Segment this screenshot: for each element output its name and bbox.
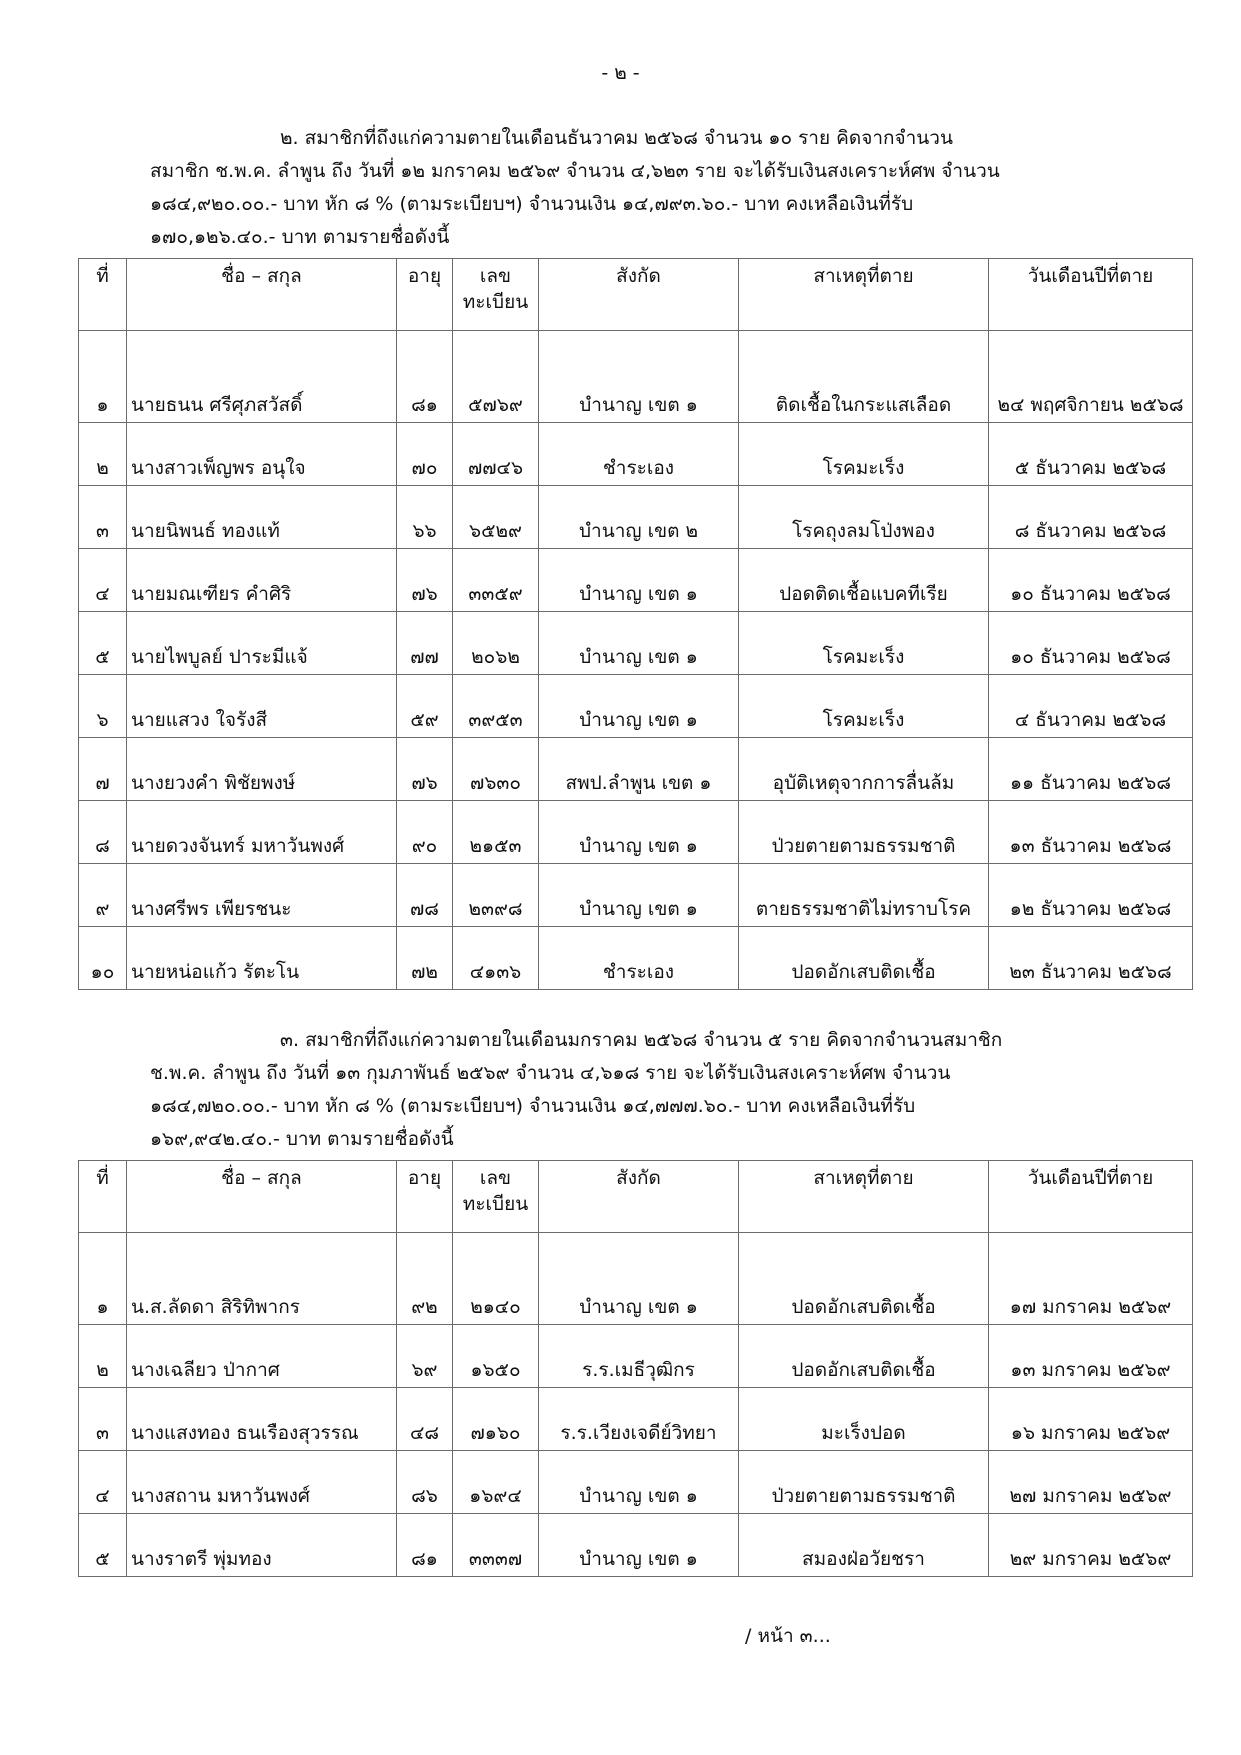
section-spacer [0,990,1241,1024]
header-cause: สาเหตุที่ตาย [739,1161,989,1233]
affiliation: บำนาญ เขต ๑ [539,1451,739,1514]
paragraph-line: ๑๘๔,๗๒๐.๐๐.- บาท หัก ๘ % (ตามระเบียบฯ) จำนวนเงิน ๑๔,๗๗๗.๖๐.- บาท คงเหลือเงินที่รับ [150,1095,916,1117]
date-of-death: ๒๙ มกราคม ๒๕๖๙ [989,1514,1193,1577]
cause-of-death: มะเร็งปอด [739,1388,989,1451]
registration-number: ๒๓๙๘ [453,864,539,927]
member-name: นางศรีพร เพียรชนะ [127,864,397,927]
row-number: ๑ [79,331,127,423]
page-number: - ๒ - [601,62,640,84]
affiliation: ชำระเอง [539,423,739,486]
header-age: อายุ [397,1161,453,1233]
registration-number: ๗๖๓๐ [453,738,539,801]
table-row [79,331,1193,423]
affiliation: บำนาญ เขต ๑ [539,864,739,927]
member-age: ๖๙ [397,1325,453,1388]
row-number: ๔ [79,549,127,612]
header-unit: สังกัด [539,1161,739,1233]
table-row [79,612,1193,675]
member-age: ๔๘ [397,1388,453,1451]
registration-number: ๓๓๕๙ [453,549,539,612]
header-unit: สังกัด [539,259,739,331]
date-of-death: ๒๗ มกราคม ๒๕๖๙ [989,1451,1193,1514]
date-of-death: ๑๑ ธันวาคม ๒๕๖๘ [989,738,1193,801]
registration-number: ๖๕๒๙ [453,486,539,549]
january-deaths-table [78,1160,1193,1577]
paragraph-line: สมาชิก ช.พ.ค. ลำพูน ถึง วันที่ ๑๒ มกราคม ๒๕๖๙ จำนวน ๔,๖๒๓ ราย จะได้รับเงินสงเคราะห์ศพ จำนวน [150,160,1000,182]
table-row [79,675,1193,738]
header-date: วันเดือนปีที่ตาย [989,1161,1193,1233]
cause-of-death: โรคมะเร็ง [739,423,989,486]
member-name: นางสาวเพ็ญพร อนุใจ [127,423,397,486]
member-age: ๗๖ [397,738,453,801]
member-name: นางยวงคำ พิชัยพงษ์ [127,738,397,801]
december-deaths-table [78,258,1193,990]
cause-of-death: ปอดอักเสบติดเชื้อ [739,1325,989,1388]
table-row [79,1388,1193,1451]
registration-number: ๑๖๕๐ [453,1325,539,1388]
date-of-death: ๑๓ ธันวาคม ๒๕๖๘ [989,801,1193,864]
member-age: ๗๗ [397,612,453,675]
registration-number: ๓๓๓๗ [453,1514,539,1577]
section-2-paragraph [150,122,1083,254]
registration-number: ๒๑๕๓ [453,801,539,864]
affiliation: บำนาญ เขต ๑ [539,331,739,423]
affiliation: สพป.ลำพูน เขต ๑ [539,738,739,801]
affiliation: ร.ร.เมธีวุฒิกร [539,1325,739,1388]
member-name: นายหน่อแก้ว รัตะโน [127,927,397,990]
member-age: ๙๒ [397,1233,453,1325]
affiliation: บำนาญ เขต ๑ [539,549,739,612]
cause-of-death: ปอดอักเสบติดเชื้อ [739,927,989,990]
member-name: นายนิพนธ์ ทองแท้ [127,486,397,549]
date-of-death: ๑๐ ธันวาคม ๒๕๖๘ [989,549,1193,612]
cause-of-death: ปอดอักเสบติดเชื้อ [739,1233,989,1325]
date-of-death: ๘ ธันวาคม ๒๕๖๘ [989,486,1193,549]
member-name: นายแสวง ใจรังสี [127,675,397,738]
paragraph-line: ๒. สมาชิกที่ถึงแก่ความตายในเดือนธันวาคม ๒๕๖๘ จำนวน ๑๐ ราย คิดจากจำนวน [280,127,953,149]
row-number: ๒ [79,1325,127,1388]
table-row [79,1451,1193,1514]
registration-number: ๑๖๙๔ [453,1451,539,1514]
registration-number: ๕๗๖๙ [453,331,539,423]
date-of-death: ๑๖ มกราคม ๒๕๖๙ [989,1388,1193,1451]
paragraph-line: ๓. สมาชิกที่ถึงแก่ความตายในเดือนมกราคม ๒๕๖๘ จำนวน ๕ ราย คิดจากจำนวนสมาชิก [280,1029,1003,1051]
table-body [79,1233,1193,1577]
date-of-death: ๑๓ มกราคม ๒๕๖๙ [989,1325,1193,1388]
cause-of-death: ป่วยตายตามธรรมชาติ [739,1451,989,1514]
table-header-row [79,259,1193,331]
table-row [79,864,1193,927]
member-age: ๗๖ [397,549,453,612]
section-3-paragraph [150,1024,1083,1156]
row-number: ๗ [79,738,127,801]
cause-of-death: ป่วยตายตามธรรมชาติ [739,801,989,864]
member-age: ๗๐ [397,423,453,486]
member-age: ๘๑ [397,1514,453,1577]
affiliation: บำนาญ เขต ๑ [539,1514,739,1577]
cause-of-death: ติดเชื้อในกระแสเลือด [739,331,989,423]
header-date: วันเดือนปีที่ตาย [989,259,1193,331]
affiliation: บำนาญ เขต ๑ [539,612,739,675]
table-header-row [79,1161,1193,1233]
member-name: นายไพบูลย์ ปาระมีแจ้ [127,612,397,675]
affiliation: บำนาญ เขต ๑ [539,1233,739,1325]
member-name: นางสถาน มหาวันพงศ์ [127,1451,397,1514]
header-age: อายุ [397,259,453,331]
header-name: ชื่อ – สกุล [127,1161,397,1233]
header-cause: สาเหตุที่ตาย [739,259,989,331]
cause-of-death: โรคถุงลมโป่งพอง [739,486,989,549]
header-reg-line2: ทะเบียน [462,291,529,313]
registration-number: ๓๙๕๓ [453,675,539,738]
member-age: ๘๑ [397,331,453,423]
date-of-death: ๑๒ ธันวาคม ๒๕๖๘ [989,864,1193,927]
table-row [79,1233,1193,1325]
table-row [79,1514,1193,1577]
member-age: ๖๖ [397,486,453,549]
header-no: ที่ [79,259,127,331]
affiliation: ร.ร.เวียงเจดีย์วิทยา [539,1388,739,1451]
paragraph-line: ๑๘๔,๙๒๐.๐๐.- บาท หัก ๘ % (ตามระเบียบฯ) จำนวนเงิน ๑๔,๗๙๓.๖๐.- บาท คงเหลือเงินที่รับ [150,193,914,215]
row-number: ๑ [79,1233,127,1325]
registration-number: ๗๗๔๖ [453,423,539,486]
member-name: นายธนน ศรีศุภสวัสดิ์ [127,331,397,423]
paragraph-line: ๑๗๐,๑๒๖.๔๐.- บาท ตามรายชื่อดังนี้ [150,226,450,248]
header-reg-line2: ทะเบียน [462,1193,529,1215]
table-row [79,423,1193,486]
member-age: ๙๐ [397,801,453,864]
paragraph-line: ๑๖๙,๙๔๒.๔๐.- บาท ตามรายชื่อดังนี้ [150,1128,454,1150]
cause-of-death: ตายธรรมชาติไม่ทราบโรค [739,864,989,927]
date-of-death: ๑๗ มกราคม ๒๕๖๙ [989,1233,1193,1325]
date-of-death: ๑๐ ธันวาคม ๒๕๖๘ [989,612,1193,675]
header-reg-line1: เลข [479,265,512,287]
cause-of-death: อุบัติเหตุจากการลื่นล้ม [739,738,989,801]
affiliation: บำนาญ เขต ๒ [539,486,739,549]
member-name: นายดวงจันทร์ มหาวันพงศ์ [127,801,397,864]
date-of-death: ๕ ธันวาคม ๒๕๖๘ [989,423,1193,486]
registration-number: ๒๑๔๐ [453,1233,539,1325]
next-page-marker: / หน้า ๓... [745,1625,831,1647]
cause-of-death: โรคมะเร็ง [739,612,989,675]
row-number: ๓ [79,486,127,549]
member-name: น.ส.ลัดดา สิริทิพากร [127,1233,397,1325]
member-age: ๗๘ [397,864,453,927]
table-row [79,549,1193,612]
row-number: ๒ [79,423,127,486]
member-name: นางเฉลียว ป่ากาศ [127,1325,397,1388]
row-number: ๘ [79,801,127,864]
member-age: ๘๖ [397,1451,453,1514]
header-reg [453,259,539,331]
cause-of-death: ปอดติดเชื้อแบคทีเรีย [739,549,989,612]
registration-number: ๔๑๓๖ [453,927,539,990]
header-reg-line1: เลข [479,1167,512,1189]
registration-number: ๗๑๖๐ [453,1388,539,1451]
header-no: ที่ [79,1161,127,1233]
cause-of-death: สมองฝ่อวัยชรา [739,1514,989,1577]
row-number: ๙ [79,864,127,927]
row-number: ๑๐ [79,927,127,990]
row-number: ๕ [79,612,127,675]
affiliation: ชำระเอง [539,927,739,990]
date-of-death: ๒๓ ธันวาคม ๒๕๖๘ [989,927,1193,990]
row-number: ๖ [79,675,127,738]
affiliation: บำนาญ เขต ๑ [539,801,739,864]
row-number: ๓ [79,1388,127,1451]
cause-of-death: โรคมะเร็ง [739,675,989,738]
table-row [79,927,1193,990]
table-body [79,331,1193,990]
table-row [79,738,1193,801]
member-age: ๗๒ [397,927,453,990]
table-row [79,486,1193,549]
header-reg [453,1161,539,1233]
table-row [79,801,1193,864]
member-name: นางแสงทอง ธนเรืองสุวรรณ [127,1388,397,1451]
affiliation: บำนาญ เขต ๑ [539,675,739,738]
date-of-death: ๒๔ พฤศจิกายน ๒๕๖๘ [989,331,1193,423]
member-name: นายมณเฑียร คำศิริ [127,549,397,612]
registration-number: ๒๐๖๒ [453,612,539,675]
member-age: ๕๙ [397,675,453,738]
row-number: ๕ [79,1514,127,1577]
header-name: ชื่อ – สกุล [127,259,397,331]
paragraph-line: ช.พ.ค. ลำพูน ถึง วันที่ ๑๓ กุมภาพันธ์ ๒๕๖๙ จำนวน ๔,๖๑๘ ราย จะได้รับเงินสงเคราะห์ศพ จำนวน [150,1062,951,1084]
date-of-death: ๔ ธันวาคม ๒๕๖๘ [989,675,1193,738]
member-name: นางราตรี พุ่มทอง [127,1514,397,1577]
row-number: ๔ [79,1451,127,1514]
table-row [79,1325,1193,1388]
